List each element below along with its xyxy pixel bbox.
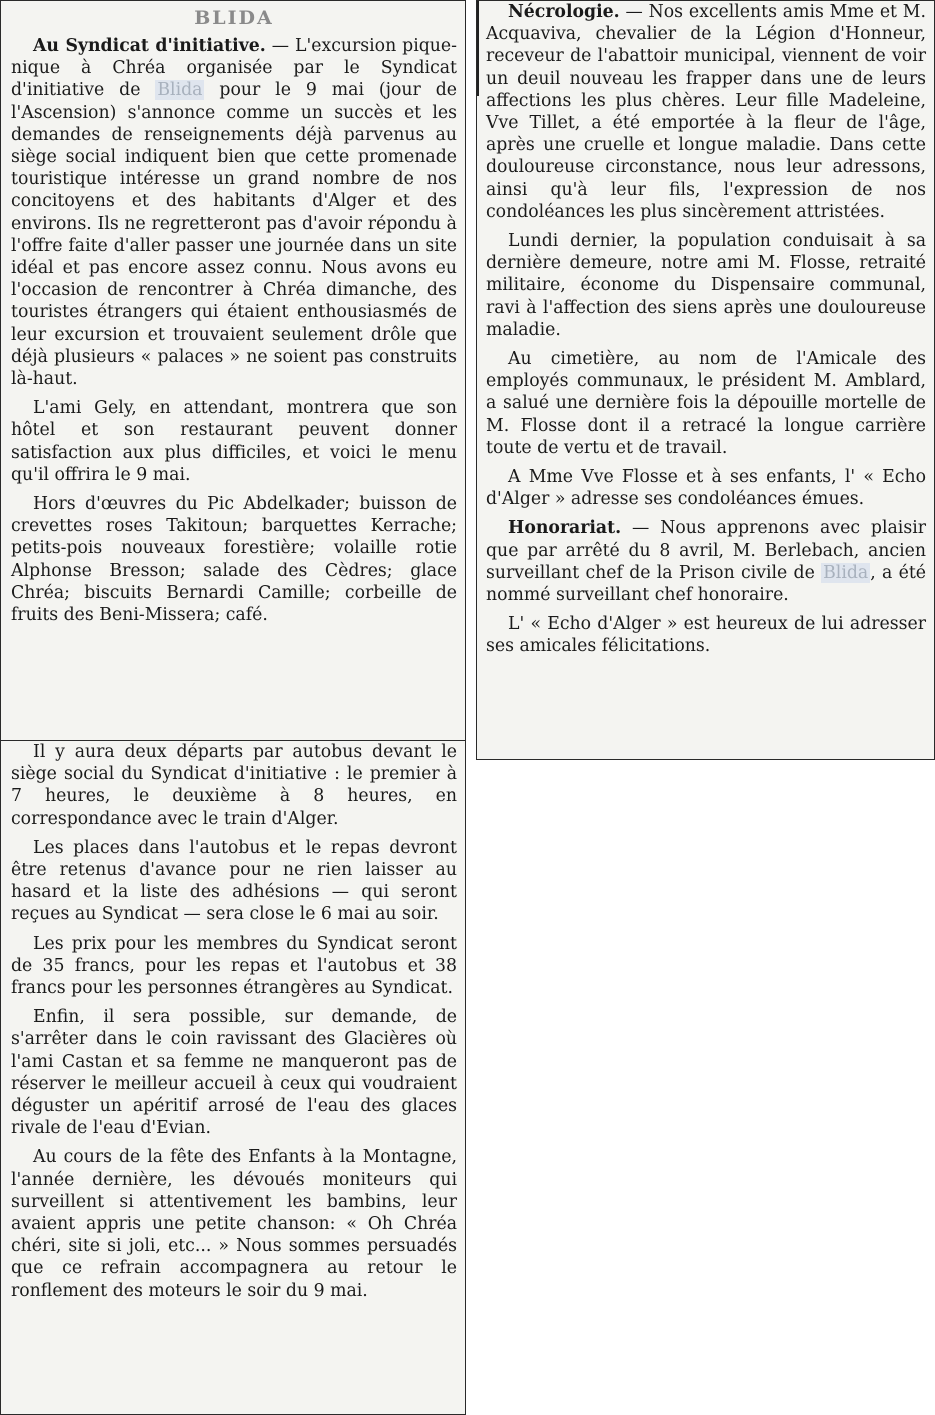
paragraph: Au cimetière, au nom de l'Amicale des employés communaux, le président M. Amblard, a salué une dernière fois la dépouille mortelle de M. Flosse dont il a retracé la longue carrière toute de vertu et de travail. — [486, 349, 926, 458]
highlighted-city: Blida — [157, 80, 203, 101]
paragraph: L' « Echo d'Alger » est heureux de lui adresser ses amicales félicitations. — [486, 614, 926, 657]
paragraph: Enfin, il sera possible, sur demande, de s'arrêter dans le coin ravissant des Glacières où l'ami Castan et sa femme ne manqueront pas de réserver le meilleur accueil à ceux qui voudraient déguster un apéritif arrosé de l'eau des glaces rivale de l'eau d'Evian. — [11, 1007, 457, 1139]
paragraph: Les places dans l'autobus et le repas devront être retenus d'avance pour ne rien laisser au hasard et la liste des adhésions — qui seront reçues au Syndicat — sera close le 6 mai au soir. — [11, 837, 457, 925]
paragraph: Il y aura deux départs par autobus devant le siège social du Syndicat d'initiative : le premier à 7 heures, le deuxième à 8 heures, en correspondance avec le train d'Alger. — [11, 742, 457, 829]
paragraph-text: , a été nommé surveillant chef honoraire. — [486, 562, 926, 606]
paragraph: Les prix pour les membres du Syndicat seront de 35 francs, pour les repas et l'autobus et 38 francs pour les personnes étrangères au Syndicat. — [11, 933, 457, 999]
clipping-left-top — [0, 0, 466, 741]
paragraph: Au cours de la fête des Enfants à la Montagne, l'année dernière, les dévoués moniteurs qui surveillent si attentivement les bambins, leur avaient appris une petite chanson: « Oh Chréa chéri, site si joli, etc... » Nous sommes persuadés que ce refrain accompagnera au retour le ronflement des moteurs le soir du 9 mai. — [11, 1147, 457, 1301]
article-necrologie-paragraph — [486, 1, 926, 223]
highlighted-city: Blida — [823, 562, 869, 583]
article-honorariat-paragraph — [486, 517, 926, 606]
paragraph: L'ami Gely, en attendant, montrera que son hôtel et son restaurant peuvent donner satisfaction aux plus difficiles, et voici le menu qu'il offrira le 9 mai. — [11, 398, 457, 485]
menu-paragraph: Hors d'œuvres du Pic Abdelkader; buisson de crevettes roses Takitoun; barquettes Kerrache; petits-pois nouveaux forestière; volaille rotie Alphonse Bresson; salade des Cèdres; glace Chréa; biscuits Bernardi Camille; corbeille de fruits des Beni-Missera; café. — [11, 494, 457, 626]
article-title: Au Syndicat d'initiative. — [33, 36, 266, 56]
column-rule — [477, 1, 479, 96]
paragraph-text: — Nos excellents amis Mme et M. Acquaviva, chevalier de la Légion d'Honneur, receveur de l'abattoir municipal, viennent de voir un deuil nouveau les frapper dans une de leurs affections les plus chères. Leur fille Madeleine, Vve Tillet, a été emportée à la fleur de l'âge, après une cruelle et longue maladie. Dans cette douloureuse circonstance, nous leur adressons, ainsi qu'à leur fils, l'expression de nos condoléances les plus sincèrement attristées. — [486, 2, 926, 222]
paragraph-text: — L'excursion pique-nique à Chréa organisée par le Syndicat d'initiative de — [11, 36, 458, 101]
article-title: Honorariat. — [508, 518, 622, 539]
section-heading: BLIDA — [194, 7, 274, 29]
article-syndicat-paragraph — [11, 35, 457, 390]
clipping-right — [476, 0, 935, 760]
paragraph: Lundi dernier, la population conduisait à sa dernière demeure, notre ami M. Flosse, retraité militaire, économe du Dispensaire communal, ravi à l'affection des siens après une douloureuse maladie. — [486, 231, 926, 340]
paragraph-text: pour le 9 mai (jour de l'Ascension) s'annonce comme un succès et les demandes de renseignements déjà parvenus au siège social indiquent bien que cette promenade touristique intéresse un grand nombre de nos concitoyens et des habitants d'Alger et des environs. Ils ne regretteront pas d'avoir répondu à l'offre faite d'aller passer une journée dans un site idéal et pas encore assez connu. Nous avons eu l'occasion de rencontrer à Chréa dimanche, des touristes étrangers qui étaient enthousiasmés de leur excursion et trouvaient seulement drôle que déjà plusieurs « palaces » ne soient pas construits là-haut. — [11, 80, 457, 390]
article-title: Nécrologie. — [508, 2, 620, 22]
paragraph: A Mme Vve Flosse et à ses enfants, l' « Echo d'Alger » adresse ses condoléances émues. — [486, 467, 926, 510]
paragraph-text: — Nous apprenons avec plaisir que par arrêté du 8 avril, M. Berlebach, ancien surveillant chef de la Prison civile de — [486, 518, 926, 583]
clipping-left-bottom — [0, 741, 466, 1415]
